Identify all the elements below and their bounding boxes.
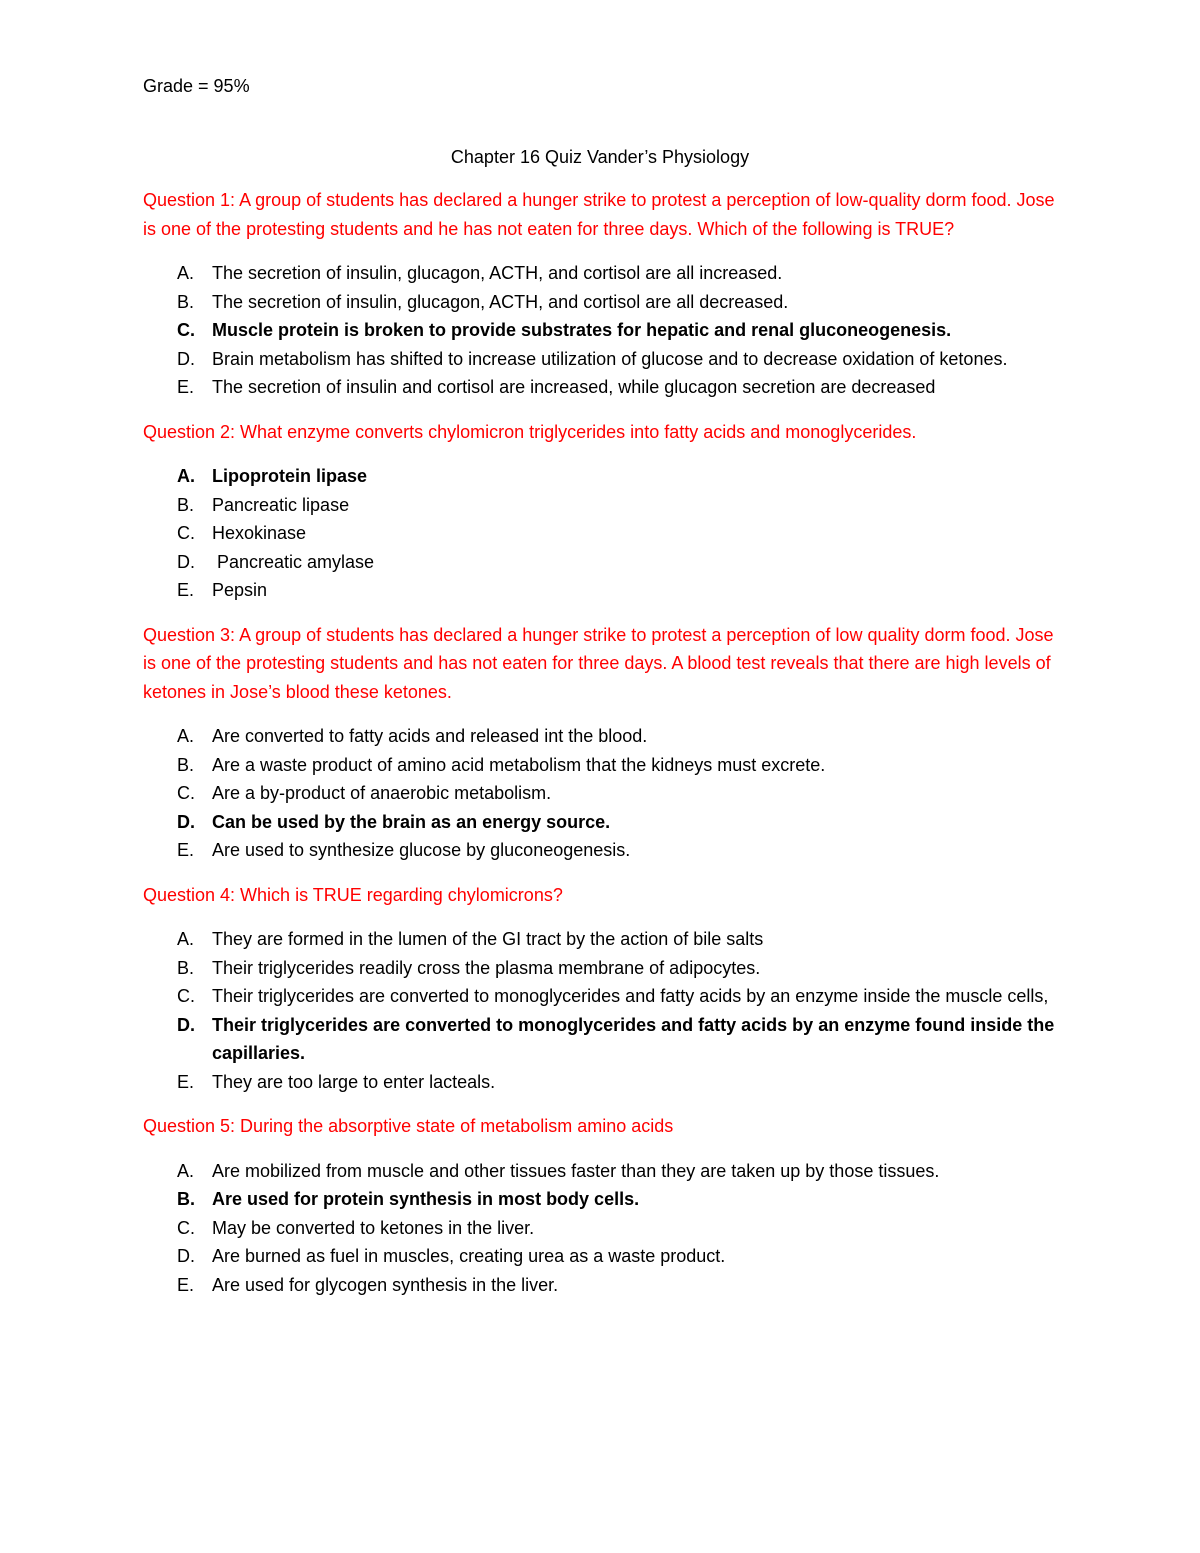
question-5-options [143, 1157, 1058, 1300]
option-letter: E. [177, 377, 195, 397]
option-text: Are a waste product of amino acid metabolism that the kidneys must excrete. [212, 754, 826, 775]
option-text: Their triglycerides are converted to monoglycerides and fatty acids by an enzyme found inside the capillaries. [212, 1014, 1055, 1063]
option-letter: A. [177, 929, 195, 949]
option-text: Their triglycerides readily cross the plasma membrane of adipocytes. [212, 957, 761, 978]
option-text: Their triglycerides are converted to monoglycerides and fatty acids by an enzyme inside the muscle cells, [212, 986, 1049, 1006]
option-text: They are too large to enter lacteals. [212, 1071, 496, 1092]
question-2-option-c [143, 519, 1058, 548]
option-text: Pepsin [212, 580, 268, 600]
question-2-option-a [143, 462, 1058, 491]
option-letter: C. [177, 320, 195, 340]
option-text: Can be used by the brain as an energy source. [212, 811, 611, 832]
option-letter: A. [177, 1160, 195, 1181]
question-5-option-c [143, 1214, 1058, 1243]
grade-line: Grade = 95% [143, 76, 250, 96]
question-1-option-e [143, 373, 1058, 402]
option-letter: D. [177, 551, 195, 572]
option-letter: B. [177, 494, 195, 515]
option-letter: A. [177, 466, 195, 486]
question-4-option-b [143, 954, 1058, 983]
option-text: Pancreatic lipase [212, 494, 350, 515]
question-3-option-d [143, 808, 1058, 837]
question-3-option-a [143, 722, 1058, 751]
option-text: Are converted to fatty acids and released int the blood. [212, 726, 648, 746]
question-1-option-d [143, 345, 1058, 374]
page-title: Chapter 16 Quiz Vander’s Physiology [450, 147, 750, 167]
question-5-option-a [143, 1157, 1058, 1186]
option-letter: B. [177, 1189, 195, 1209]
option-text: Are used for protein synthesis in most body cells. [212, 1189, 640, 1209]
option-text: May be converted to ketones in the liver. [212, 1217, 535, 1238]
question-1-option-c [143, 316, 1058, 345]
option-text: The secretion of insulin, glucagon, ACTH, and cortisol are all increased. [212, 263, 783, 283]
option-text: Brain metabolism has shifted to increase utilization of glucose and to decrease oxidation of ketones. [212, 348, 1008, 369]
option-letter: C. [177, 523, 195, 543]
question-4-options [143, 925, 1058, 1096]
option-letter: B. [177, 291, 195, 312]
question-3-prompt: Question 3: A group of students has declared a hunger strike to protest a perception of low quality dorm food. Jose is one of the protesting students and has not eaten for three days. A blood test reveals that there are high levels of ketones in Jose’s blood these ketones. [143, 624, 1054, 702]
question-3-option-b [143, 751, 1058, 780]
option-text: Hexokinase [212, 523, 307, 543]
question-1-options [143, 259, 1058, 402]
option-letter: E. [177, 1071, 195, 1092]
option-text: Are used to synthesize glucose by gluconeogenesis. [212, 840, 631, 860]
option-letter: D. [177, 348, 195, 369]
question-4-option-e [143, 1068, 1058, 1097]
question-1-option-b [143, 288, 1058, 317]
option-text: Pancreatic amylase [212, 551, 375, 572]
question-5-option-d [143, 1242, 1058, 1271]
option-letter: C. [177, 1217, 195, 1238]
option-letter: A. [177, 726, 195, 746]
question-3-options [143, 722, 1058, 865]
option-letter: D. [177, 811, 195, 832]
question-5-option-b [143, 1185, 1058, 1214]
option-text: Are a by-product of anaerobic metabolism. [212, 783, 552, 803]
question-3-option-c [143, 779, 1058, 808]
option-text: Muscle protein is broken to provide substrates for hepatic and renal gluconeogenesis. [212, 320, 952, 340]
option-letter: A. [177, 263, 195, 283]
option-text: Are burned as fuel in muscles, creating urea as a waste product. [212, 1246, 726, 1266]
option-letter: E. [177, 1274, 195, 1295]
question-4-option-a [143, 925, 1058, 954]
quiz-content [143, 186, 1058, 1315]
option-letter: D. [177, 1246, 195, 1266]
option-letter: C. [177, 783, 195, 803]
question-2-option-b [143, 491, 1058, 520]
question-2-prompt: Question 2: What enzyme converts chylomicron triglycerides into fatty acids and monoglycerides. [143, 421, 917, 442]
option-text: Are used for glycogen synthesis in the liver. [212, 1274, 559, 1295]
question-5-prompt: Question 5: During the absorptive state of metabolism amino acids [143, 1116, 674, 1136]
option-text: Lipoprotein lipase [212, 466, 368, 486]
option-letter: B. [177, 754, 195, 775]
question-1-option-a [143, 259, 1058, 288]
option-text: The secretion of insulin and cortisol are increased, while glucagon secretion are decreased [212, 377, 936, 397]
option-text: The secretion of insulin, glucagon, ACTH, and cortisol are all decreased. [212, 291, 789, 312]
option-letter: E. [177, 840, 195, 860]
question-2-option-d [143, 548, 1058, 577]
question-5-option-e [143, 1271, 1058, 1300]
option-letter: C. [177, 986, 195, 1006]
question-4-option-c [143, 982, 1058, 1011]
question-4-option-d [143, 1011, 1058, 1068]
question-2-options [143, 462, 1058, 605]
option-text: Are mobilized from muscle and other tissues faster than they are taken up by those tissues. [212, 1160, 940, 1181]
option-letter: D. [177, 1014, 195, 1035]
option-letter: B. [177, 957, 195, 978]
question-4-prompt: Question 4: Which is TRUE regarding chylomicrons? [143, 884, 563, 905]
question-1-prompt: Question 1: A group of students has declared a hunger strike to protest a perception of low-quality dorm food. Jose is one of the protesting students and he has not eaten for three days. Which of the following is TRUE? [143, 190, 1055, 239]
question-2-option-e [143, 576, 1058, 605]
question-3-option-e [143, 836, 1058, 865]
option-text: They are formed in the lumen of the GI tract by the action of bile salts [212, 929, 764, 949]
option-letter: E. [177, 580, 195, 600]
